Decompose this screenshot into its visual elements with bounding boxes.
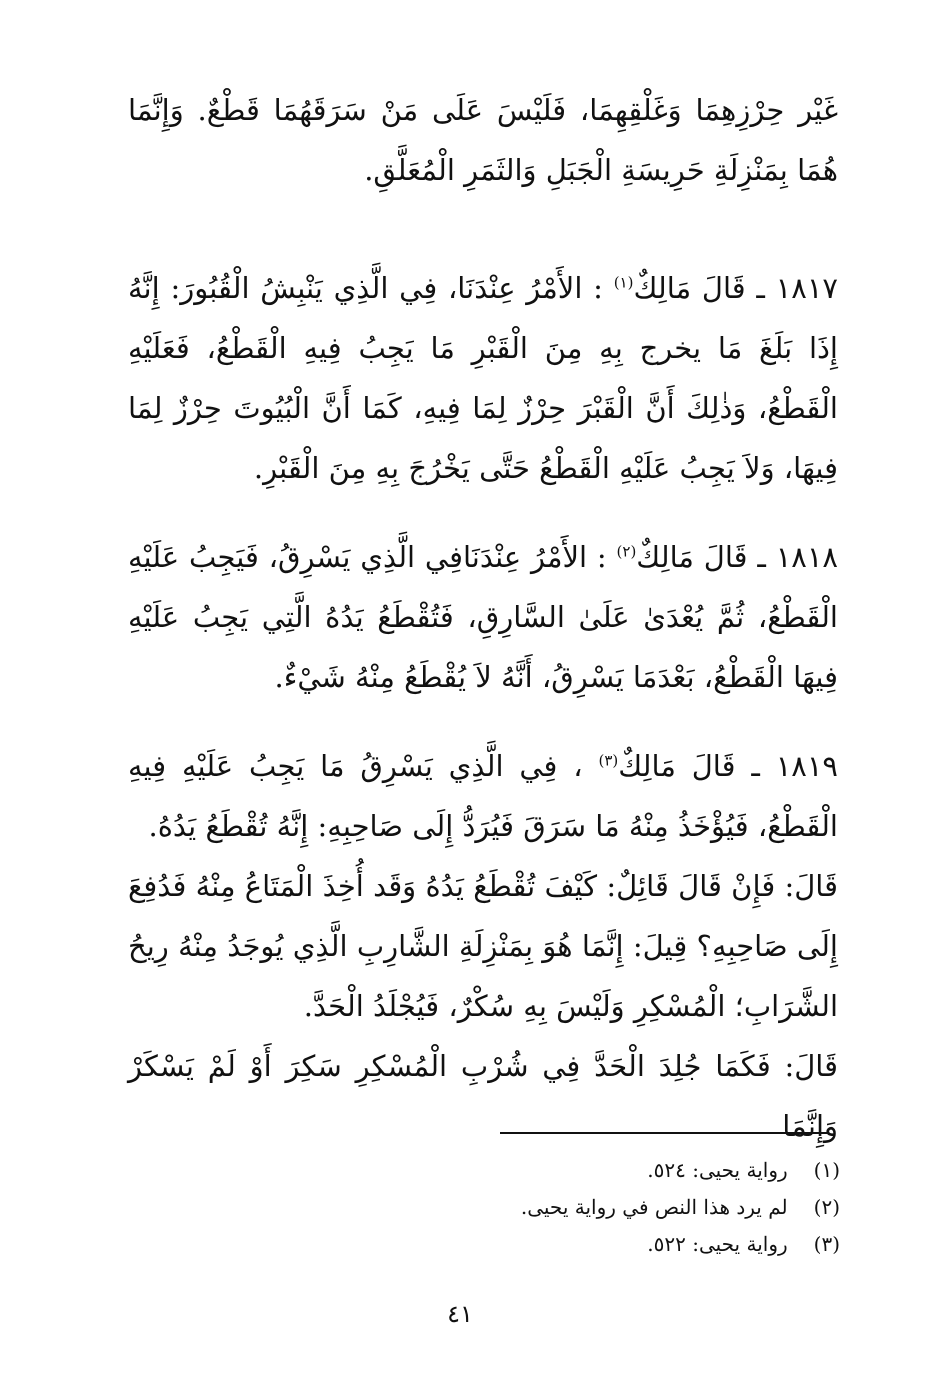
paragraph-1819 xyxy=(128,736,838,1156)
footnote-text: رواية يحيى: ٥٢٢. xyxy=(647,1232,788,1256)
paragraph-lead: ١٨١٧ ـ قَالَ مَالِكٌ xyxy=(633,271,838,305)
paragraph-text: غَيْر حِرْزِهِمَا وَغَلْقِهِمَا، فَلَيْسَ عَلَى مَنْ سَرَقَهُمَا قَطْعٌ. وَإِنَّمَا هُمَا بِمَنْزِلَةِ حَرِيسَةِ الْجَبَلِ وَالثَمَرِ الْمُعَلَّقِ. xyxy=(128,93,838,187)
footnote-divider xyxy=(500,1132,828,1134)
footnote-2 xyxy=(300,1189,840,1226)
paragraph-text: : الأَمْرُ عِنْدَنَا، فِي الَّذِي يَنْبِشُ الْقُبُورَ: إِنَّهُ إِذَا بَلَغَ مَا يخرج بِهِ مِنَ الْقَبْرِ مَا يَجِبُ فِيهِ الْقَطْعُ، فَعَلَيْهِ الْقَطْعُ، وَذٰلِكَ أَنَّ الْقَبْرَ حِرْزٌ لِمَا فِيهِ، كَمَا أَنَّ الْبُيُوتَ حِرْزٌ لِمَا فِيهَا، وَلاَ يَجِبُ عَلَيْهِ الْقَطْعُ حَتَّى يَخْرُجَ بِهِ مِنَ الْقَبْرِ. xyxy=(128,271,838,485)
paragraph-answer: قَالَ: فَكَمَا جُلِدَ الْحَدَّ فِي شُرْبِ الْمُسْكِرِ سَكِرَ أَوْ لَمْ يَسْكَرْ وَإِنَّمَا xyxy=(128,1049,838,1143)
footnote-text: رواية يحيى: ٥٢٤. xyxy=(647,1158,788,1182)
footnote-number: (٢) xyxy=(813,1195,840,1219)
footnote-ref-2: (٢) xyxy=(616,542,637,561)
paragraph-continuation xyxy=(128,80,838,200)
footnote-3 xyxy=(300,1226,840,1263)
paragraph-text: ، فِي الَّذِي يَسْرِقُ مَا يَجِبُ عَلَيْهِ فِيهِ الْقَطْعُ، فَيُؤْخَذُ مِنْهُ مَا سَرَقَ فَيُرَدُّ إِلَى صَاحِبِهِ: إِنَّهُ تُقْطَعُ يَدُهُ. xyxy=(128,749,838,843)
paragraph-question: قَالَ: فَإِنْ قَالَ قَائِلٌ: كَيْفَ تُقْطَعُ يَدُهُ وَقَد أُخِذَ الْمَتَاعُ مِنْهُ فَدُفِعَ إِلَى صَاحِبِهِ؟ قِيلَ: إِنَّمَا هُوَ بِمَنْزِلَةِ الشَّارِبِ الَّذِي يُوجَدُ مِنْهُ رِيحُ الشَّرَابِ؛ الْمُسْكِرِ وَلَيْسَ بِهِ سُكْرٌ، فَيُجْلَدُ الْحَدَّ. xyxy=(128,869,838,1023)
footnotes xyxy=(300,1152,840,1263)
paragraph-1818 xyxy=(128,527,838,707)
paragraph-1817 xyxy=(128,258,838,498)
paragraph-lead: ١٨١٩ ـ قَالَ مَالِكٌ xyxy=(618,749,839,783)
footnote-text: لم يرد هذا النص في رواية يحيى. xyxy=(520,1195,788,1219)
footnote-number: (٣) xyxy=(813,1232,840,1256)
paragraph-lead: ١٨١٨ ـ قَالَ مَالِكٌ xyxy=(636,540,838,574)
footnote-ref-1: (١) xyxy=(613,273,634,292)
paragraph-text: : الأَمْرُ عِنْدَنَافِي الَّذِي يَسْرِقُ، فَيَجِبُ عَلَيْهِ الْقَطْعُ، ثُمَّ يُعْدَىٰ عَلَىٰ السَّارِقِ، فَتُقْطَعُ يَدُهُ الَّتِي يَجِبُ عَلَيْهِ فِيهَا الْقَطْعُ، بَعْدَمَا يَسْرِقُ، أَنَّهُ لاَ يُقْطَعُ مِنْهُ شَيْءٌ. xyxy=(128,540,838,694)
paragraph-first-part xyxy=(128,736,838,856)
page-number: ٤١ xyxy=(447,1300,473,1328)
footnote-number: (١) xyxy=(813,1158,840,1182)
footnote-ref-3: (٣) xyxy=(598,751,619,770)
footnote-1 xyxy=(300,1152,840,1189)
